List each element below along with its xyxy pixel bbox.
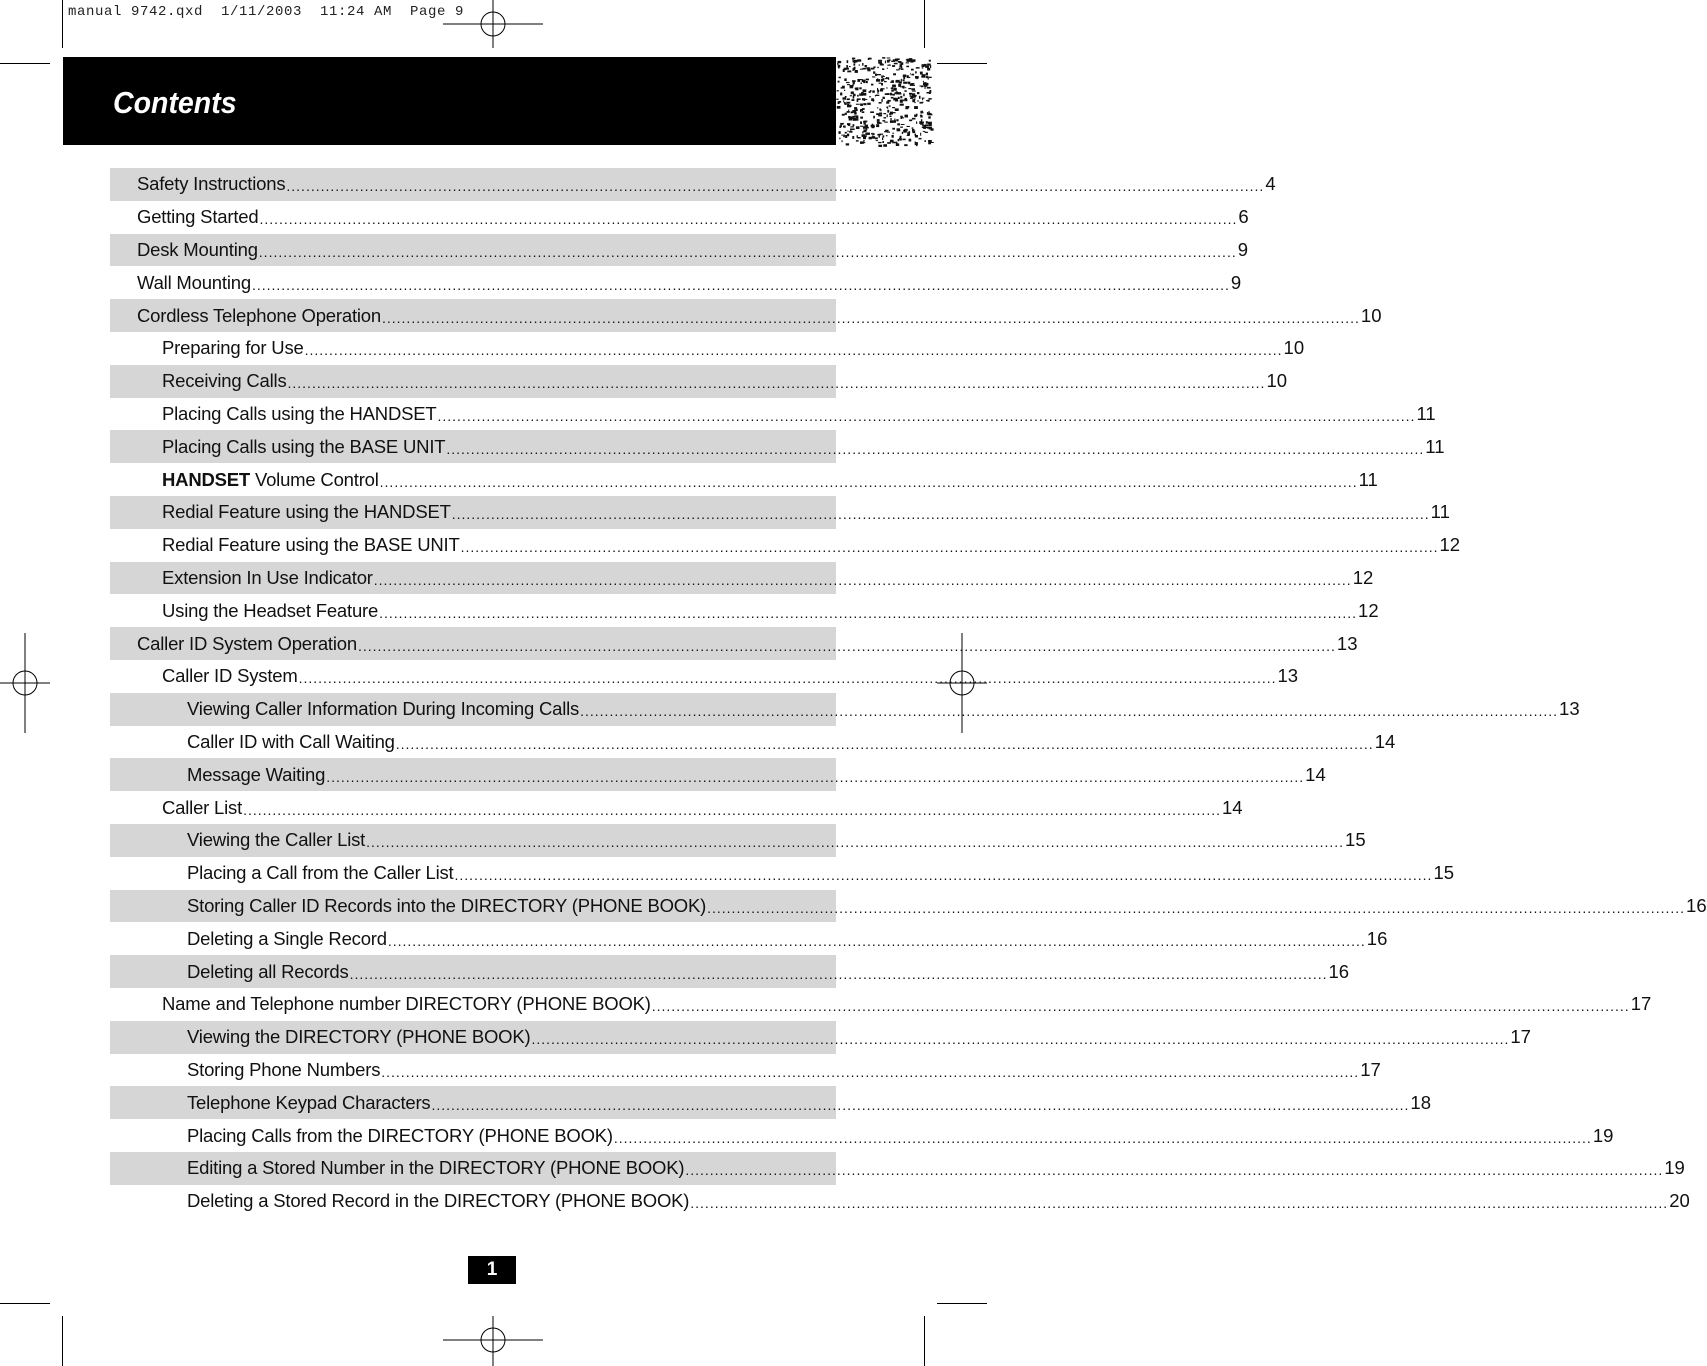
- toc-entry-page: 17: [1630, 993, 1652, 1015]
- leader-dots: ........................................................................................................................................................................................................: [580, 703, 1559, 720]
- toc-entry: [110, 1054, 1381, 1087]
- toc-entry-page: 11: [1358, 468, 1378, 490]
- toc-entry-text: Placing Calls from the DIRECTORY (PHONE BOOK): [187, 1124, 613, 1146]
- crop-mark: [924, 0, 925, 48]
- toc-entry: [110, 562, 1374, 595]
- page-title: Contents: [113, 85, 237, 120]
- toc-entry-page: 11: [1430, 501, 1450, 523]
- toc-entry-title: [187, 895, 706, 917]
- toc-entry-title: [162, 370, 287, 392]
- toc-entry: [110, 496, 1450, 529]
- leader-dots: ........................................................................................................................................................................................................: [366, 834, 1345, 851]
- toc-entry-text: Using the Headset Feature: [162, 599, 379, 621]
- crop-mark: [62, 0, 63, 48]
- toc-entry-text: Placing Calls using the HANDSET: [162, 402, 437, 424]
- toc-entry-title: [162, 436, 445, 458]
- toc-entry-page: 17: [1510, 1026, 1531, 1048]
- leader-dots: ........................................................................................................................................................................................................: [707, 899, 1686, 916]
- toc-entry-text: Getting Started: [137, 206, 259, 228]
- table-of-contents: [110, 168, 1707, 1218]
- toc-entry-title: [187, 1092, 430, 1114]
- toc-entry: [110, 398, 1436, 431]
- toc-entry: [110, 1185, 1690, 1218]
- toc-entry-text: Telephone Keypad Characters: [187, 1091, 431, 1113]
- toc-entry: [110, 299, 1382, 332]
- toc-entry-title: [162, 600, 378, 622]
- toc-entry: [110, 365, 1288, 398]
- toc-entry: [110, 955, 1350, 988]
- toc-entry-page: 20: [1669, 1190, 1690, 1212]
- toc-entry-page: 17: [1360, 1058, 1381, 1080]
- toc-entry: [110, 660, 1299, 693]
- toc-entry-text: Viewing Caller Information During Incoming Calls: [187, 698, 580, 720]
- toc-entry-text: Safety Instructions: [137, 173, 286, 195]
- toc-entry-text: Caller ID System: [162, 665, 298, 687]
- leader-dots: ........................................................................................................................................................................................................: [395, 735, 1374, 752]
- toc-entry-page: 13: [1277, 665, 1299, 687]
- toc-entry-title: [162, 403, 437, 425]
- leader-dots: ........................................................................................................................................................................................................: [381, 1063, 1360, 1080]
- toc-entry-title: [187, 698, 579, 720]
- toc-entry-text: Receiving Calls: [162, 370, 287, 392]
- toc-entry-text: Message Waiting: [187, 763, 326, 785]
- toc-entry: [110, 266, 1242, 299]
- page-number: 1: [468, 1256, 516, 1284]
- toc-entry-text: Redial Feature using the HANDSET: [162, 501, 451, 523]
- toc-entry-title: [162, 993, 651, 1015]
- crop-mark: [924, 1316, 925, 1366]
- toc-entry-page: 12: [1352, 566, 1374, 588]
- registration-mark-top: [443, 0, 543, 48]
- toc-entry-page: 12: [1358, 599, 1379, 621]
- toc-entry-text: Deleting a Stored Record in the DIRECTORY (PHONE BOOK): [187, 1190, 690, 1212]
- toc-entry-page: 16: [1686, 894, 1707, 916]
- toc-entry: [110, 824, 1366, 857]
- toc-entry: [110, 988, 1652, 1021]
- leader-dots: ........................................................................................................................................................................................................: [387, 932, 1366, 949]
- toc-entry-title: [137, 239, 258, 261]
- toc-entry-title: [162, 501, 451, 523]
- toc-entry-title: [162, 469, 379, 491]
- leader-dots: ........................................................................................................................................................................................................: [243, 801, 1221, 818]
- toc-entry: [110, 627, 1358, 660]
- toc-entry-title: [162, 337, 304, 359]
- toc-entry-title: [137, 633, 357, 655]
- toc-entry: [110, 463, 1378, 496]
- toc-entry: [110, 529, 1461, 562]
- toc-entry-text: Viewing the DIRECTORY (PHONE BOOK): [187, 1026, 531, 1048]
- toc-entry-text: Name and Telephone number DIRECTORY (PHONE BOOK): [162, 993, 651, 1015]
- leader-dots: ........................................................................................................................................................................................................: [451, 506, 1430, 523]
- crop-mark: [62, 1316, 63, 1366]
- toc-entry-title: [187, 764, 325, 786]
- leader-dots: ........................................................................................................................................................................................................: [431, 1096, 1410, 1113]
- toc-entry-title: [137, 173, 285, 195]
- leader-dots: ........................................................................................................................................................................................................: [379, 604, 1358, 621]
- toc-entry-text: Caller List: [162, 796, 243, 818]
- toc-entry: [110, 922, 1388, 955]
- toc-entry-text: Placing a Call from the Caller List: [187, 862, 454, 884]
- toc-entry-page: 10: [1360, 304, 1382, 326]
- toc-entry: [110, 430, 1445, 463]
- toc-entry-title: [187, 1190, 689, 1212]
- leader-dots: ........................................................................................................................................................................................................: [373, 571, 1352, 588]
- toc-entry-page: 15: [1345, 829, 1366, 851]
- toc-entry-text: Caller ID System Operation: [137, 632, 357, 654]
- toc-entry-page: 4: [1265, 173, 1276, 195]
- toc-entry-title: [187, 1125, 613, 1147]
- toc-entry-title: [187, 1059, 380, 1081]
- leader-dots: ........................................................................................................................................................................................................: [381, 309, 1360, 326]
- crop-mark: [937, 1303, 987, 1304]
- toc-entry-page: 19: [1592, 1124, 1614, 1146]
- toc-entry-page: 10: [1283, 337, 1305, 359]
- toc-entry-page: 14: [1374, 730, 1396, 752]
- toc-entry-page: 13: [1559, 698, 1580, 720]
- leader-dots: ........................................................................................................................................................................................................: [286, 178, 1265, 195]
- toc-entry-title: [137, 272, 251, 294]
- leader-dots: ........................................................................................................................................................................................................: [259, 211, 1238, 228]
- toc-entry-page: 19: [1664, 1157, 1685, 1179]
- leader-dots: ........................................................................................................................................................................................................: [298, 670, 1277, 687]
- leader-dots: ........................................................................................................................................................................................................: [349, 965, 1328, 982]
- toc-entry-title: [187, 1157, 684, 1179]
- toc-entry: [110, 332, 1305, 365]
- toc-entry: [110, 594, 1379, 627]
- toc-entry-title: [187, 961, 349, 983]
- toc-entry-text: Cordless Telephone Operation: [137, 304, 381, 326]
- toc-entry: [110, 758, 1326, 791]
- toc-entry-text: Wall Mounting: [137, 271, 251, 293]
- toc-entry-title: [187, 1026, 530, 1048]
- header-bar: [63, 57, 836, 145]
- registration-mark-left: [0, 633, 50, 733]
- toc-entry-title: [187, 862, 454, 884]
- leader-dots: ........................................................................................................................................................................................................: [251, 276, 1230, 293]
- toc-entry-text: Viewing the Caller List: [187, 829, 366, 851]
- toc-entry-text: Extension In Use Indicator: [162, 566, 373, 588]
- toc-entry-text: Storing Caller ID Records into the DIRECTORY (PHONE BOOK): [187, 894, 707, 916]
- toc-entry-bold-prefix: HANDSET: [162, 468, 251, 490]
- toc-entry-text: Deleting a Single Record: [187, 927, 387, 949]
- leader-dots: ........................................................................................................................................................................................................: [437, 407, 1416, 424]
- toc-entry-page: 12: [1439, 534, 1461, 556]
- toc-entry-page: 11: [1416, 402, 1436, 424]
- toc-entry-text: Preparing for Use: [162, 337, 304, 359]
- toc-entry-page: 14: [1305, 763, 1326, 785]
- toc-entry: [110, 857, 1455, 890]
- leader-dots: ........................................................................................................................................................................................................: [531, 1031, 1510, 1048]
- toc-entry: [110, 693, 1580, 726]
- leader-dots: ........................................................................................................................................................................................................: [357, 637, 1336, 654]
- leader-dots: ........................................................................................................................................................................................................: [690, 1195, 1669, 1212]
- toc-entry-title: [162, 567, 373, 589]
- toc-entry-page: 9: [1237, 238, 1249, 260]
- toc-entry-title: [187, 928, 387, 950]
- toc-entry: [110, 168, 1276, 201]
- leader-dots: ........................................................................................................................................................................................................: [446, 440, 1425, 457]
- toc-entry: [110, 1086, 1431, 1119]
- toc-entry-page: 10: [1266, 370, 1288, 392]
- toc-entry-title: [187, 731, 395, 753]
- toc-entry-text: Desk Mounting: [137, 238, 258, 260]
- toc-entry-text: Storing Phone Numbers: [187, 1058, 381, 1080]
- toc-entry-text: Volume Control: [250, 468, 379, 490]
- toc-entry: [110, 890, 1707, 923]
- toc-entry-page: 16: [1366, 927, 1388, 949]
- toc-entry-title: [162, 534, 460, 556]
- crop-mark: [0, 1303, 50, 1304]
- toc-entry-page: 13: [1336, 632, 1358, 654]
- crop-mark: [937, 63, 987, 64]
- leader-dots: ........................................................................................................................................................................................................: [685, 1162, 1664, 1179]
- leader-dots: ........................................................................................................................................................................................................: [460, 539, 1439, 556]
- toc-entry-title: [137, 206, 258, 228]
- toc-entry: [110, 201, 1249, 234]
- leader-dots: ........................................................................................................................................................................................................: [454, 867, 1433, 884]
- toc-entry-page: 16: [1328, 960, 1350, 982]
- toc-entry-page: 14: [1222, 796, 1243, 818]
- print-slug: manual 9742.qxd 1/11/2003 11:24 AM Page 9: [68, 4, 465, 20]
- toc-entry: [110, 791, 1243, 824]
- leader-dots: ........................................................................................................................................................................................................: [304, 342, 1283, 359]
- toc-entry-page: 11: [1425, 435, 1445, 457]
- leader-dots: ........................................................................................................................................................................................................: [326, 768, 1305, 785]
- crop-mark: [0, 63, 50, 64]
- toc-entry: [110, 1152, 1685, 1185]
- toc-entry: [110, 726, 1396, 759]
- toc-entry-title: [162, 797, 242, 819]
- toc-entry-title: [187, 829, 365, 851]
- toc-entry-page: 15: [1433, 862, 1455, 884]
- toc-entry-text: Caller ID with Call Waiting: [187, 730, 395, 752]
- leader-dots: ........................................................................................................................................................................................................: [613, 1129, 1592, 1146]
- toc-entry-page: 9: [1230, 271, 1242, 293]
- toc-entry-title: [137, 305, 381, 327]
- leader-dots: ........................................................................................................................................................................................................: [287, 375, 1266, 392]
- toc-entry-page: 6: [1238, 206, 1249, 228]
- toc-entry: [110, 234, 1249, 267]
- leader-dots: ........................................................................................................................................................................................................: [379, 473, 1358, 490]
- toc-entry-text: Deleting all Records: [187, 960, 349, 982]
- toc-entry-text: Redial Feature using the BASE UNIT: [162, 534, 460, 556]
- toc-entry: [110, 1119, 1614, 1152]
- toc-entry-text: Editing a Stored Number in the DIRECTORY (PHONE BOOK): [187, 1157, 685, 1179]
- leader-dots: ........................................................................................................................................................................................................: [258, 243, 1237, 260]
- leader-dots: ........................................................................................................................................................................................................: [651, 998, 1630, 1015]
- toc-entry-text: Placing Calls using the BASE UNIT: [162, 435, 446, 457]
- toc-entry-title: [162, 665, 298, 687]
- registration-mark-bottom: [443, 1316, 543, 1366]
- toc-entry: [110, 1021, 1531, 1054]
- decorative-pattern: [836, 57, 931, 145]
- toc-entry-page: 18: [1410, 1091, 1431, 1113]
